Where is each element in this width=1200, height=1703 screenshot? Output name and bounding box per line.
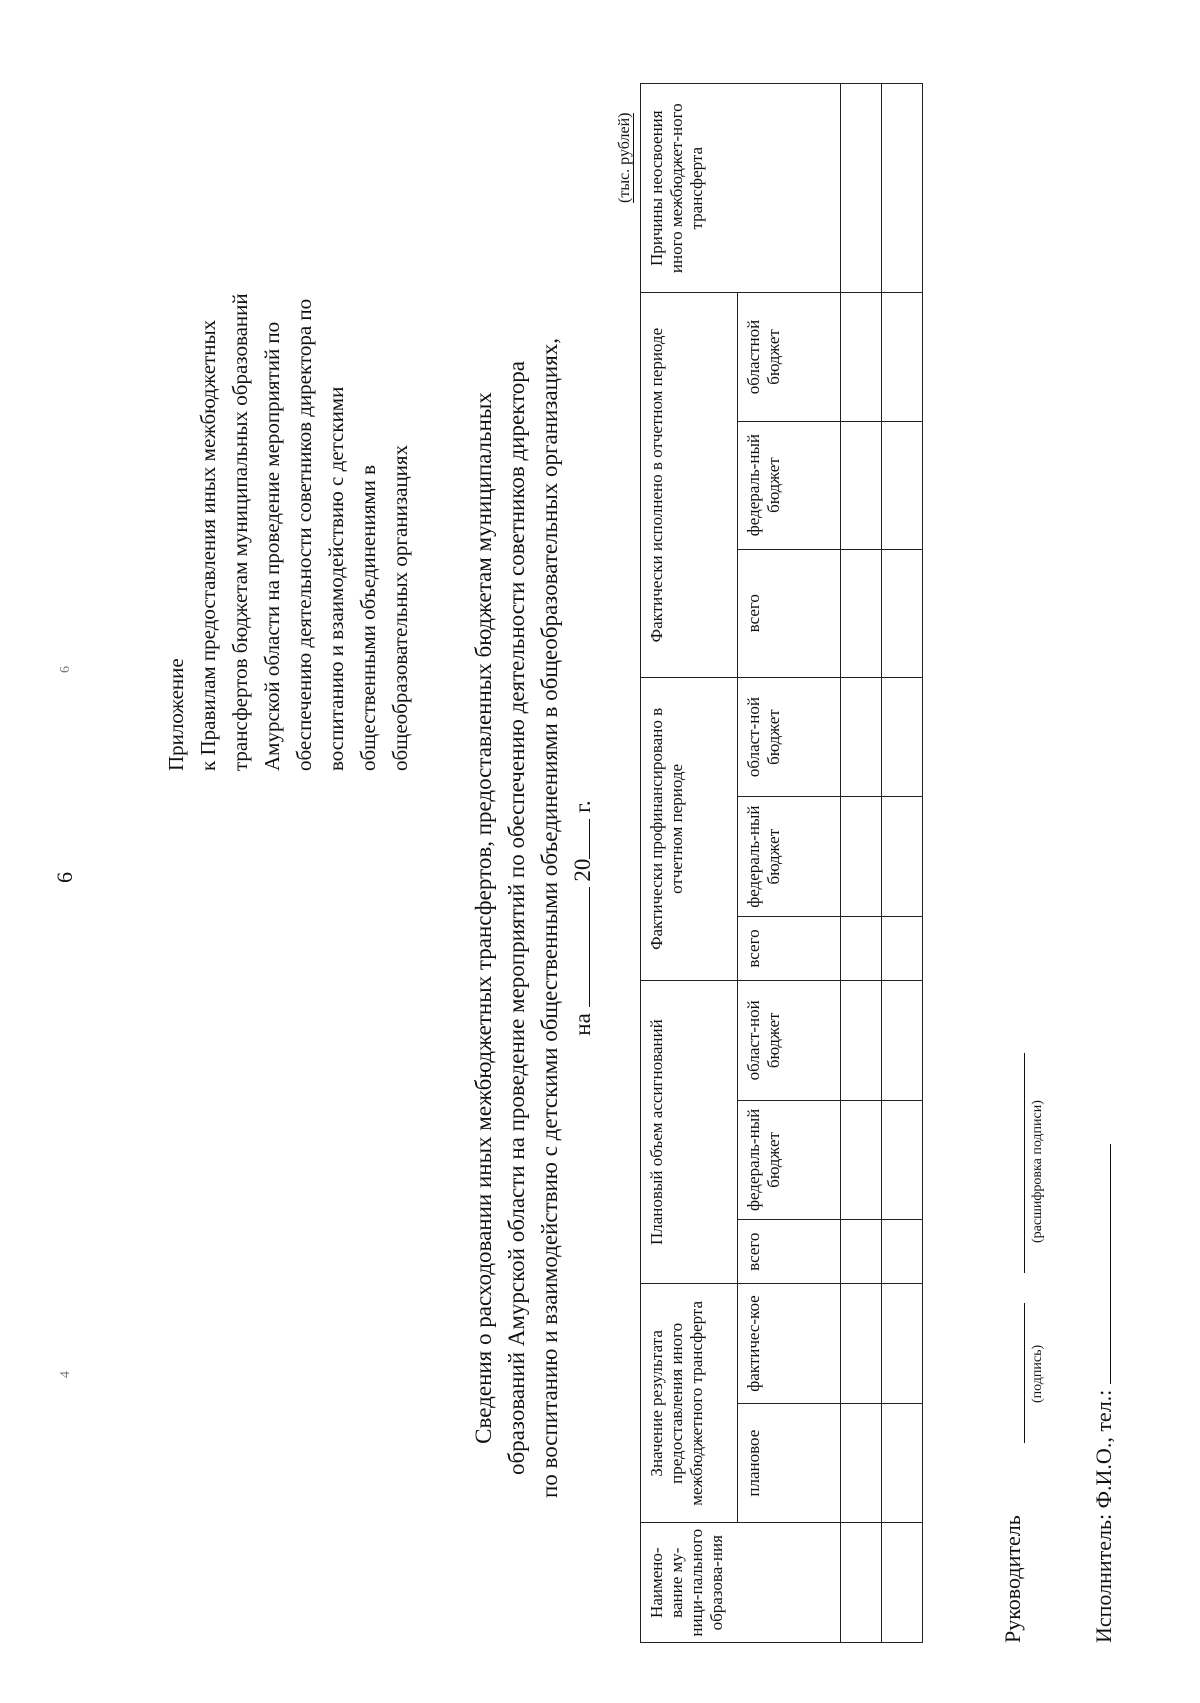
table-cell <box>882 1403 923 1523</box>
decoding-line <box>1024 1053 1025 1273</box>
report-title-line: Сведения о расходовании иных межбюджетных трансфертов, предоставленных бюджетам муниципальных <box>471 392 496 1444</box>
table-cell <box>882 84 923 293</box>
table-cell <box>882 549 923 677</box>
appendix-line: к Правилам предоставления иных межбюджетных <box>196 319 220 771</box>
report-date-line <box>566 293 599 1543</box>
table-header-row <box>641 84 738 1643</box>
head-signature-row <box>1000 643 1060 1643</box>
table-cell <box>841 1403 882 1523</box>
appendix-line: Амурской области на проведение мероприятий по <box>260 321 284 771</box>
units-note <box>616 113 634 203</box>
signature-block <box>1000 643 1150 1643</box>
table-row <box>882 84 923 1643</box>
appendix-line: общественными объединениями в <box>356 464 380 771</box>
table-cell <box>841 84 882 293</box>
scan-speck: 6 <box>58 666 73 673</box>
table-cell <box>841 1220 882 1284</box>
date-blank <box>569 887 590 1007</box>
table-cell <box>882 797 923 917</box>
table-cell <box>882 421 923 549</box>
table-cell <box>841 549 882 677</box>
table-cell <box>882 981 923 1101</box>
subheader-regional-budget: област-ной бюджет <box>738 677 841 797</box>
appendix-heading: Приложение <box>164 658 188 771</box>
table-cell <box>882 1523 923 1643</box>
table-cell <box>841 981 882 1101</box>
units-label: (тыс. рублей) <box>616 112 633 203</box>
table-cell <box>841 1284 882 1404</box>
table-row <box>841 84 882 1643</box>
table-cell <box>882 293 923 421</box>
table-cell <box>841 293 882 421</box>
appendix-reference <box>160 81 416 771</box>
executor-label: Исполнитель: Ф.И.О., тел.: <box>1091 1389 1116 1643</box>
table-cell <box>841 1100 882 1220</box>
table-cell <box>882 916 923 980</box>
table-cell <box>882 1284 923 1404</box>
header-actually-executed: Фактически исполнено в отчетном периоде <box>641 293 738 677</box>
executor-row <box>1090 1144 1117 1643</box>
date-suffix: г. <box>570 800 595 813</box>
date-prefix: на <box>570 1013 595 1036</box>
table-cell <box>882 1220 923 1284</box>
scan-speck: 4 <box>58 1371 73 1378</box>
subheader-regional-budget: областной бюджет <box>738 293 841 421</box>
header-actually-financed: Фактически профинансировано в отчетном периоде <box>641 677 738 980</box>
page-number: 6 <box>52 872 77 883</box>
table-cell <box>882 677 923 797</box>
table-cell <box>841 421 882 549</box>
subheader-actual: фактичес-кое <box>738 1284 841 1404</box>
header-result-value: Значение результата предоставления иного межбюджетного трансферта <box>641 1284 738 1523</box>
subheader-regional-budget: област-ной бюджет <box>738 981 841 1101</box>
subheader-federal-budget: федераль-ный бюджет <box>738 1100 841 1220</box>
year-blank <box>569 819 590 859</box>
decoding-caption: (расшифровка подписи) <box>1030 1100 1045 1243</box>
appendix-line: общеобразовательных организациях <box>388 444 412 771</box>
subheader-total: всего <box>738 549 841 677</box>
header-reasons: Причины неосвоения иного межбюджет-ного трансферта <box>641 84 841 293</box>
subheader-federal-budget: федераль-ный бюджет <box>738 797 841 917</box>
table-subheader-row <box>738 84 841 1643</box>
report-table <box>640 83 923 1643</box>
signature-line <box>1024 1303 1025 1443</box>
appendix-line: обеспечению деятельности советников директора по <box>292 298 316 771</box>
date-year: 20 <box>570 858 595 882</box>
signature-caption: (подпись) <box>1030 1344 1045 1403</box>
report-title <box>467 293 599 1543</box>
subheader-total: всего <box>738 1220 841 1284</box>
table-cell <box>841 916 882 980</box>
table-cell <box>882 1100 923 1220</box>
header-municipality: Наимено-вание му-ници-пального образова-ния <box>641 1523 841 1643</box>
report-title-line: образований Амурской области на проведение мероприятий по обеспечению деятельности советников директора <box>504 360 529 1476</box>
table-cell <box>841 797 882 917</box>
header-planned-allocations: Плановый объем ассигнований <box>641 981 738 1284</box>
executor-line <box>1090 1144 1111 1384</box>
subheader-federal-budget: федераль-ный бюджет <box>738 421 841 549</box>
table-cell <box>841 677 882 797</box>
subheader-planned: плановое <box>738 1403 841 1523</box>
report-title-line: по воспитанию и взаимодействию с детскими общественными объединениями в общеобразовательных организациях, <box>537 337 562 1499</box>
appendix-line: воспитанию и взаимодействию с детскими <box>324 386 348 771</box>
appendix-line: трансфертов бюджетам муниципальных образований <box>228 293 252 771</box>
table-cell <box>841 1523 882 1643</box>
head-label: Руководитель <box>1000 1515 1025 1643</box>
subheader-total: всего <box>738 916 841 980</box>
